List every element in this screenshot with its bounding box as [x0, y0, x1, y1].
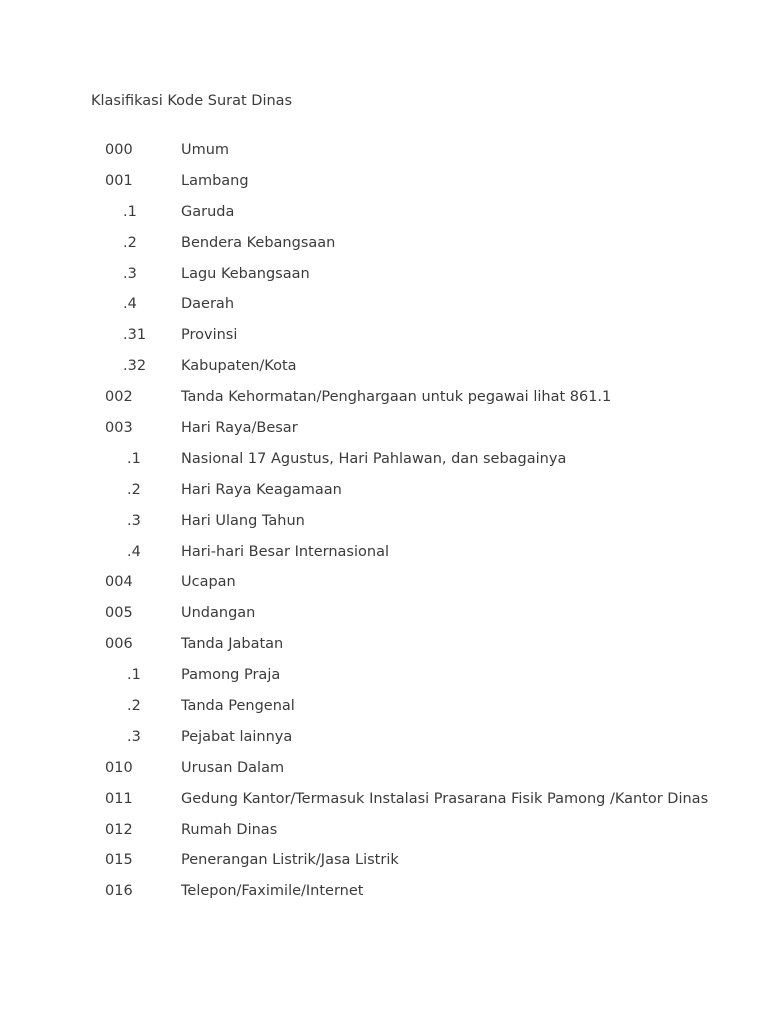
- classification-row: [0, 696, 768, 727]
- classification-code: 004: [105, 574, 133, 591]
- classification-code: 011: [105, 790, 133, 807]
- classification-code: .31: [123, 327, 147, 344]
- classification-code: 005: [105, 605, 133, 622]
- classification-row: [0, 325, 768, 356]
- classification-row: [0, 850, 768, 881]
- classification-row: [0, 789, 768, 820]
- classification-label: Rumah Dinas: [181, 821, 278, 838]
- classification-row: [0, 356, 768, 387]
- classification-code: 012: [105, 821, 133, 838]
- classification-label: Gedung Kantor/Termasuk Instalasi Prasarana Fisik Pamong /Kantor Dinas: [181, 790, 709, 807]
- classification-label: Lambang: [181, 172, 249, 189]
- classification-label: Provinsi: [181, 327, 238, 344]
- classification-code: 003: [105, 420, 133, 437]
- classification-code: .1: [127, 667, 141, 684]
- classification-label: Umum: [181, 142, 230, 158]
- classification-row: [0, 542, 768, 573]
- classification-label: Hari Raya Keagamaan: [181, 481, 342, 498]
- classification-code: 002: [105, 389, 133, 406]
- classification-row: [0, 727, 768, 758]
- classification-row: [0, 572, 768, 603]
- classification-code: 006: [105, 636, 133, 653]
- classification-code: 016: [105, 883, 133, 900]
- classification-row: [0, 171, 768, 202]
- classification-code: .32: [123, 358, 147, 375]
- classification-code: .4: [123, 296, 137, 313]
- classification-label: Hari Ulang Tahun: [181, 512, 305, 529]
- classification-label: Telepon/Faximile/Internet: [181, 883, 364, 900]
- classification-label: Lagu Kebangsaan: [181, 265, 310, 282]
- classification-row: [0, 480, 768, 511]
- classification-label: Garuda: [181, 203, 235, 220]
- classification-code: 000: [105, 142, 133, 158]
- classification-row: [0, 449, 768, 480]
- classification-label: Daerah: [181, 296, 235, 313]
- classification-row: [0, 418, 768, 449]
- classification-row: [0, 202, 768, 233]
- classification-code: .3: [123, 265, 137, 282]
- classification-code: .3: [127, 728, 141, 745]
- classification-label: Penerangan Listrik/Jasa Listrik: [181, 852, 399, 869]
- classification-row: [0, 758, 768, 789]
- classification-code: .3: [127, 512, 141, 529]
- classification-row: [0, 603, 768, 634]
- classification-row: [0, 820, 768, 851]
- classification-label: Hari-hari Besar Internasional: [181, 543, 389, 560]
- classification-label: Urusan Dalam: [181, 759, 285, 776]
- classification-code: 001: [105, 172, 133, 189]
- classification-label: Hari Raya/Besar: [181, 420, 298, 437]
- classification-code: .2: [123, 234, 137, 251]
- classification-label: Pamong Praja: [181, 667, 281, 684]
- classification-row: [0, 387, 768, 418]
- classification-code: .2: [127, 698, 141, 715]
- classification-row: [0, 294, 768, 325]
- classification-row: [0, 140, 768, 171]
- document-title: Klasifikasi Kode Surat Dinas: [91, 93, 293, 109]
- classification-row: [0, 634, 768, 665]
- classification-label: Bendera Kebangsaan: [181, 234, 336, 251]
- classification-label: Undangan: [181, 605, 256, 622]
- classification-label: Kabupaten/Kota: [181, 358, 297, 375]
- classification-row: [0, 665, 768, 696]
- classification-code: .1: [127, 450, 141, 467]
- classification-row: [0, 264, 768, 295]
- classification-row: [0, 881, 768, 912]
- classification-label: Tanda Pengenal: [181, 698, 295, 715]
- classification-row: [0, 511, 768, 542]
- classification-list: [0, 140, 768, 912]
- classification-code: .1: [123, 203, 137, 220]
- classification-label: Tanda Kehormatan/Penghargaan untuk pegawai lihat 861.1: [181, 389, 612, 406]
- classification-label: Nasional 17 Agustus, Hari Pahlawan, dan sebagainya: [181, 450, 567, 467]
- classification-code: .4: [127, 543, 141, 560]
- classification-label: Ucapan: [181, 574, 236, 591]
- classification-label: Pejabat lainnya: [181, 728, 293, 745]
- classification-code: 010: [105, 759, 133, 776]
- classification-label: Tanda Jabatan: [181, 636, 284, 653]
- classification-code: 015: [105, 852, 133, 869]
- classification-code: .2: [127, 481, 141, 498]
- classification-row: [0, 233, 768, 264]
